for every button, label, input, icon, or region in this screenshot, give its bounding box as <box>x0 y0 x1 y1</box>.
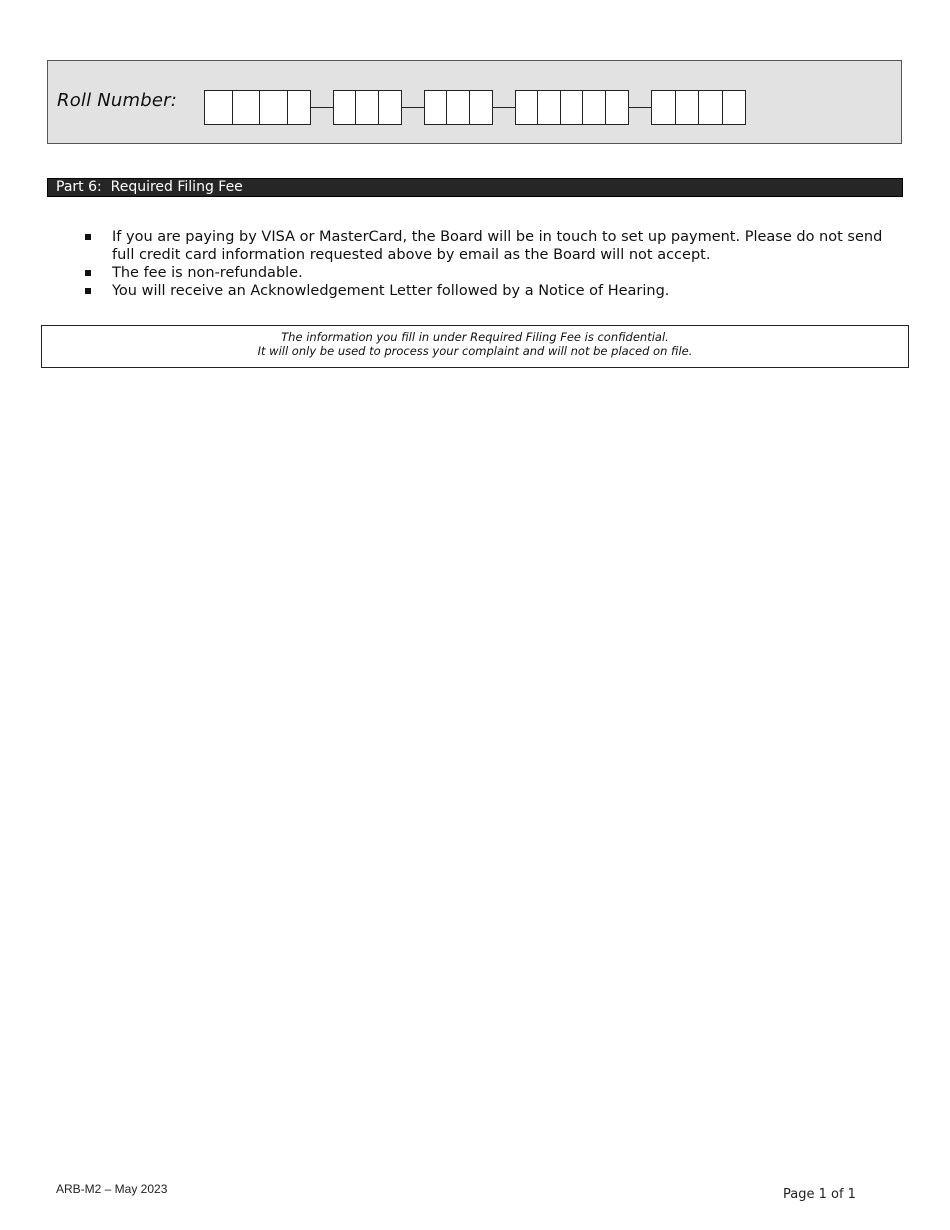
roll-number-group-4 <box>515 90 629 125</box>
bullet-item <box>82 264 902 282</box>
roll-number-separator <box>629 107 651 108</box>
roll-number-group-5 <box>651 90 746 125</box>
page-number: Page 1 of 1 <box>783 1187 856 1202</box>
roll-number-label: Roll Number: <box>57 90 178 111</box>
section-header-part-6: Part 6: Required Filing Fee <box>47 178 903 197</box>
notice-line-2: It will only be used to process your complaint and will not be placed on file. <box>257 344 693 358</box>
roll-number-cell[interactable] <box>516 91 538 124</box>
roll-number-cell[interactable] <box>538 91 561 124</box>
confidentiality-notice <box>41 325 909 368</box>
bullet-text: The fee is non-refundable. <box>112 265 303 281</box>
roll-number-group-3 <box>424 90 493 125</box>
roll-number-cell[interactable] <box>233 91 260 124</box>
roll-number-boxes <box>204 90 746 125</box>
bullet-text: If you are paying by VISA or MasterCard, the Board will be in touch to set up payment. Please do not send full credit card information requested above by email as the Board will not accept. <box>112 229 883 263</box>
square-bullet-icon <box>85 234 91 240</box>
roll-number-cell[interactable] <box>583 91 606 124</box>
roll-number-cell[interactable] <box>288 91 310 124</box>
roll-number-cell[interactable] <box>334 91 356 124</box>
roll-number-separator <box>311 107 333 108</box>
bullet-item <box>82 282 902 300</box>
roll-number-separator <box>493 107 515 108</box>
roll-number-cell[interactable] <box>447 91 470 124</box>
roll-number-cell[interactable] <box>561 91 583 124</box>
bullet-text: You will receive an Acknowledgement Letter followed by a Notice of Hearing. <box>112 283 670 299</box>
roll-number-cell[interactable] <box>676 91 699 124</box>
roll-number-group-2 <box>333 90 402 125</box>
roll-number-cell[interactable] <box>205 91 233 124</box>
filing-fee-bullet-list <box>82 228 902 300</box>
square-bullet-icon <box>85 288 91 294</box>
roll-number-cell[interactable] <box>425 91 447 124</box>
roll-number-cell[interactable] <box>723 91 745 124</box>
roll-number-cell[interactable] <box>379 91 401 124</box>
roll-number-cell[interactable] <box>470 91 492 124</box>
form-id: ARB-M2 – May 2023 <box>56 1182 168 1196</box>
bullet-item <box>82 228 902 264</box>
roll-number-cell[interactable] <box>606 91 628 124</box>
roll-number-panel <box>47 60 902 144</box>
notice-line-1: The information you fill in under Required Filing Fee is confidential. <box>281 330 669 344</box>
roll-number-cell[interactable] <box>356 91 379 124</box>
roll-number-cell[interactable] <box>652 91 676 124</box>
roll-number-cell[interactable] <box>260 91 288 124</box>
roll-number-separator <box>402 107 424 108</box>
roll-number-group-1 <box>204 90 311 125</box>
roll-number-cell[interactable] <box>699 91 723 124</box>
square-bullet-icon <box>85 270 91 276</box>
